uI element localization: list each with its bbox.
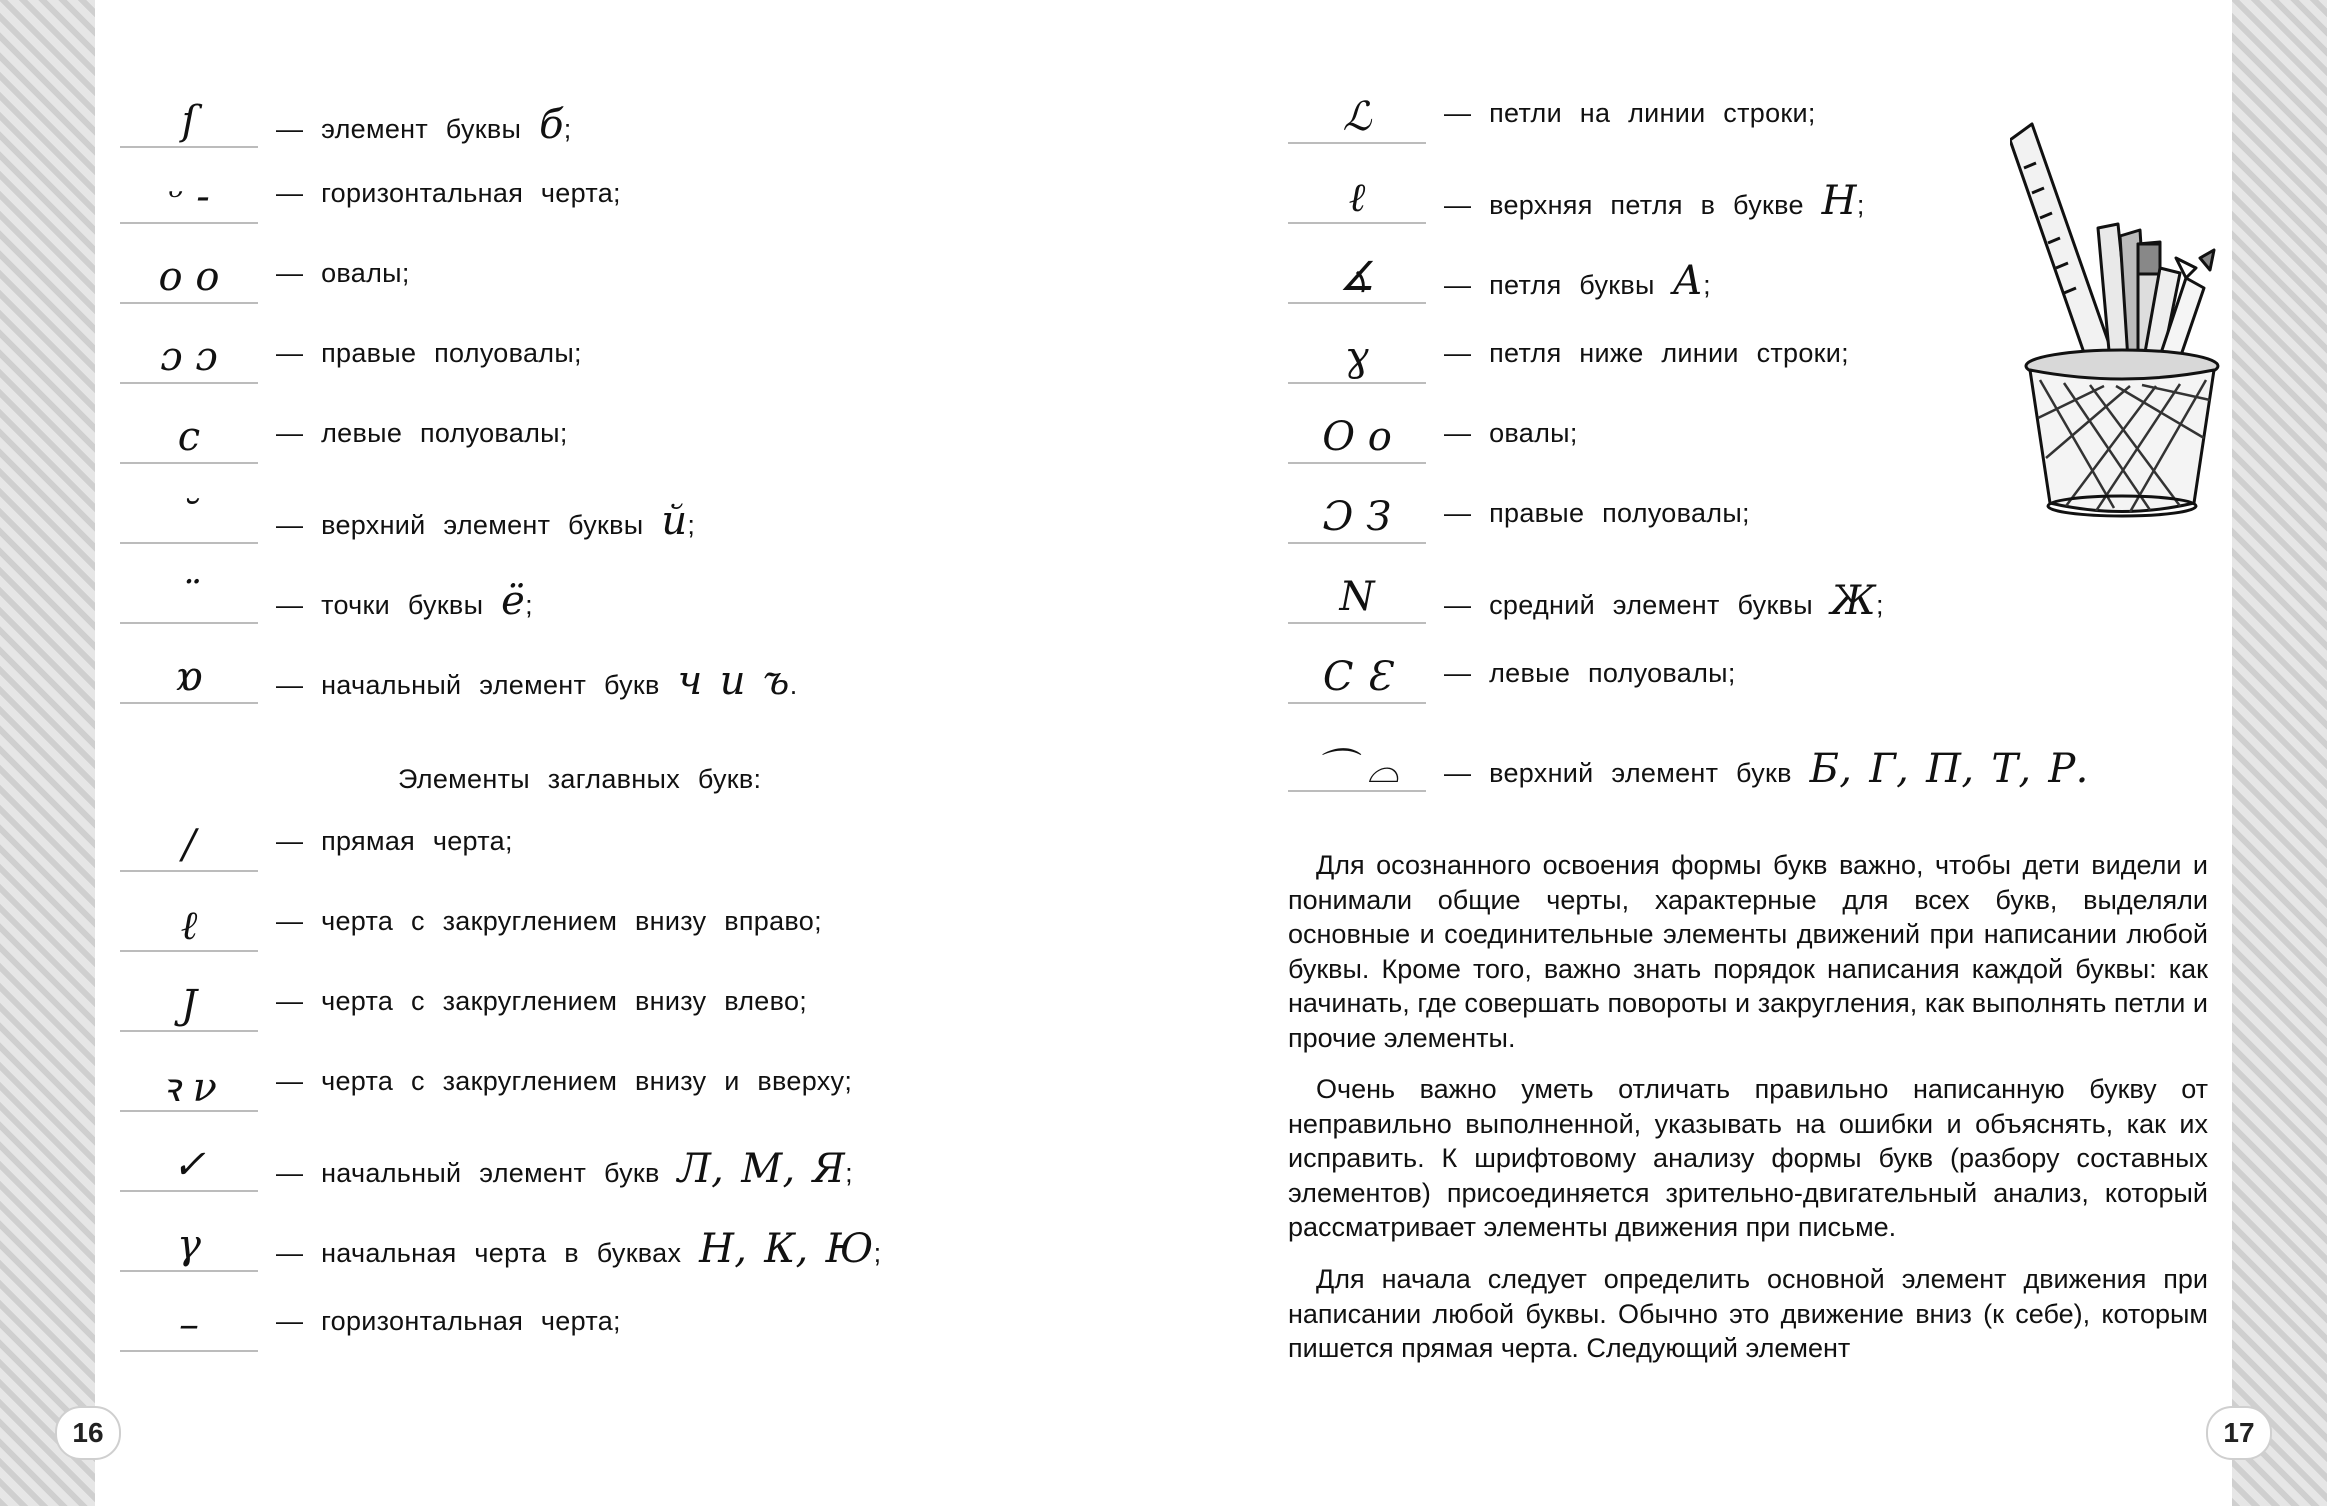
body-paragraph: Для осознанного освоения формы букв важно, чтобы дети видели и понимали общие черты, характерные для всех букв, выделяли основные и соединительные элементы движений при написании любой буквы. Кроме того, важно знать порядок написания каждой буквы: как начинать, где совершать повороты и закругления, как выполнять петли и прочие элементы. bbox=[1288, 850, 2208, 1053]
element-description: — овалы; bbox=[276, 258, 410, 288]
list-item bbox=[120, 892, 1170, 952]
list-item bbox=[120, 88, 1170, 148]
list-item bbox=[120, 1132, 1170, 1192]
punctuation: ; bbox=[873, 1238, 882, 1268]
list-item bbox=[120, 484, 1170, 544]
element-description: — петли на линии строки; bbox=[1444, 98, 1816, 128]
handwriting-sample: ˘ bbox=[120, 484, 258, 544]
element-description: — средний элемент буквы bbox=[1444, 590, 1813, 620]
handwriting-sample: ɒ bbox=[120, 644, 258, 704]
handwriting-sample: c bbox=[120, 404, 258, 464]
list-item bbox=[120, 324, 1170, 384]
list-item bbox=[120, 1052, 1170, 1112]
list-item bbox=[1288, 564, 2188, 624]
element-description: — левые полуовалы; bbox=[276, 418, 568, 448]
element-description: — начальная черта в буквах bbox=[276, 1238, 682, 1268]
script-letter: б bbox=[539, 102, 564, 148]
handwriting-sample: – bbox=[120, 1292, 258, 1352]
list-item bbox=[120, 644, 1170, 704]
body-paragraph: Для начала следует определить основной элемент движения при написании любой буквы. Обычно это движение вниз (к себе), которым пишется прямая черта. Следующий элемент bbox=[1288, 1264, 2208, 1363]
handwriting-sample: Ɔ З bbox=[1288, 484, 1426, 544]
script-letter: й bbox=[661, 498, 688, 544]
script-letter: Н, К, Ю bbox=[699, 1226, 874, 1272]
handwriting-sample: ✓ bbox=[120, 1132, 258, 1192]
element-description: — верхний элемент букв bbox=[1444, 758, 1792, 788]
handwriting-sample: ᵕ - bbox=[120, 164, 258, 224]
list-item bbox=[120, 164, 1170, 224]
left-page-edge bbox=[0, 0, 95, 1506]
element-description: — горизонтальная черта; bbox=[276, 178, 621, 208]
handwriting-sample: / bbox=[120, 812, 258, 872]
punctuation: ; bbox=[687, 510, 696, 540]
punctuation: ; bbox=[563, 114, 572, 144]
element-description: — петля буквы bbox=[1444, 270, 1655, 300]
element-description: — начальный элемент букв bbox=[276, 1158, 660, 1188]
handwriting-sample: o o bbox=[120, 244, 258, 304]
list-item bbox=[120, 1212, 1170, 1272]
element-description: — верхний элемент буквы bbox=[276, 510, 644, 540]
handwriting-sample: N bbox=[1288, 564, 1426, 624]
element-description: — верхняя петля в букве bbox=[1444, 190, 1804, 220]
handwriting-sample: ɔ ɔ bbox=[120, 324, 258, 384]
list-item bbox=[1288, 732, 2188, 792]
section-subheading: Элементы заглавных букв: bbox=[398, 764, 762, 794]
page-number-right: 17 bbox=[2206, 1406, 2272, 1460]
script-letter: Л, М, Я bbox=[677, 1146, 846, 1192]
element-description: — начальный элемент букв bbox=[276, 670, 660, 700]
list-item bbox=[120, 244, 1170, 304]
script-letter: Б, Г, П, Т, Р. bbox=[1809, 746, 2089, 792]
handwriting-sample: ꝛ ν bbox=[120, 1052, 258, 1112]
handwriting-sample: ℓ bbox=[1288, 164, 1426, 224]
element-description: — точки буквы bbox=[276, 590, 484, 620]
element-description: — черта с закруглением внизу и вверху; bbox=[276, 1066, 853, 1096]
element-description: — черта с закруглением внизу вправо; bbox=[276, 906, 822, 936]
page-number-left: 16 bbox=[55, 1406, 121, 1460]
handwriting-sample: ſ bbox=[120, 88, 258, 148]
element-description: — овалы; bbox=[1444, 418, 1578, 448]
handwriting-sample: O o bbox=[1288, 404, 1426, 464]
script-letter: Н bbox=[1821, 178, 1857, 224]
element-description: — элемент буквы bbox=[276, 114, 522, 144]
list-item bbox=[120, 972, 1170, 1032]
right-page-edge bbox=[2232, 0, 2327, 1506]
list-item bbox=[120, 564, 1170, 624]
body-paragraph: Очень важно уметь отличать правильно написанную букву от неправильно выполненной, указывать на ошибки и объяснять, как их исправить. К шрифтовому анализу формы букв (разбору составных элементов) присоединяется зрительно-двигательный анализ, который рассматривает элементы движения при письме. bbox=[1288, 1074, 2208, 1242]
handwriting-sample: γ bbox=[120, 1212, 258, 1272]
handwriting-sample: ℒ bbox=[1288, 84, 1426, 144]
element-description: — горизонтальная черта; bbox=[276, 1306, 621, 1336]
element-description: — правые полуовалы; bbox=[1444, 498, 1750, 528]
left-page bbox=[95, 0, 1245, 1506]
handwriting-sample: ∡ bbox=[1288, 244, 1426, 304]
element-description: — черта с закруглением внизу влево; bbox=[276, 986, 808, 1016]
handwriting-sample: ɣ bbox=[1288, 324, 1426, 384]
punctuation: ; bbox=[525, 590, 533, 620]
handwriting-sample: C Ɛ bbox=[1288, 644, 1426, 704]
element-description: — левые полуовалы; bbox=[1444, 658, 1736, 688]
list-item bbox=[120, 404, 1170, 464]
punctuation: ; bbox=[1875, 590, 1884, 620]
element-description: — правые полуовалы; bbox=[276, 338, 582, 368]
element-description: — прямая черта; bbox=[276, 826, 513, 856]
handwriting-sample: ¨ bbox=[120, 564, 258, 624]
punctuation: . bbox=[789, 670, 798, 700]
script-letter: ё bbox=[501, 578, 526, 624]
punctuation: ; bbox=[1703, 270, 1711, 300]
punctuation: ; bbox=[1856, 190, 1865, 220]
list-item bbox=[1288, 644, 2188, 704]
handwriting-sample: ⌒ ⌓ bbox=[1288, 732, 1426, 792]
pencil-cup-illustration bbox=[2010, 108, 2220, 528]
script-letter: А bbox=[1672, 258, 1704, 304]
handwriting-sample: J bbox=[120, 972, 258, 1032]
list-item bbox=[120, 812, 1170, 872]
list-item bbox=[120, 1292, 1170, 1352]
punctuation: ; bbox=[845, 1158, 853, 1188]
handwriting-sample: ℓ bbox=[120, 892, 258, 952]
script-letter: Ж bbox=[1830, 578, 1876, 624]
script-letter: ч и ъ bbox=[677, 658, 790, 704]
element-description: — петля ниже линии строки; bbox=[1444, 338, 1849, 368]
